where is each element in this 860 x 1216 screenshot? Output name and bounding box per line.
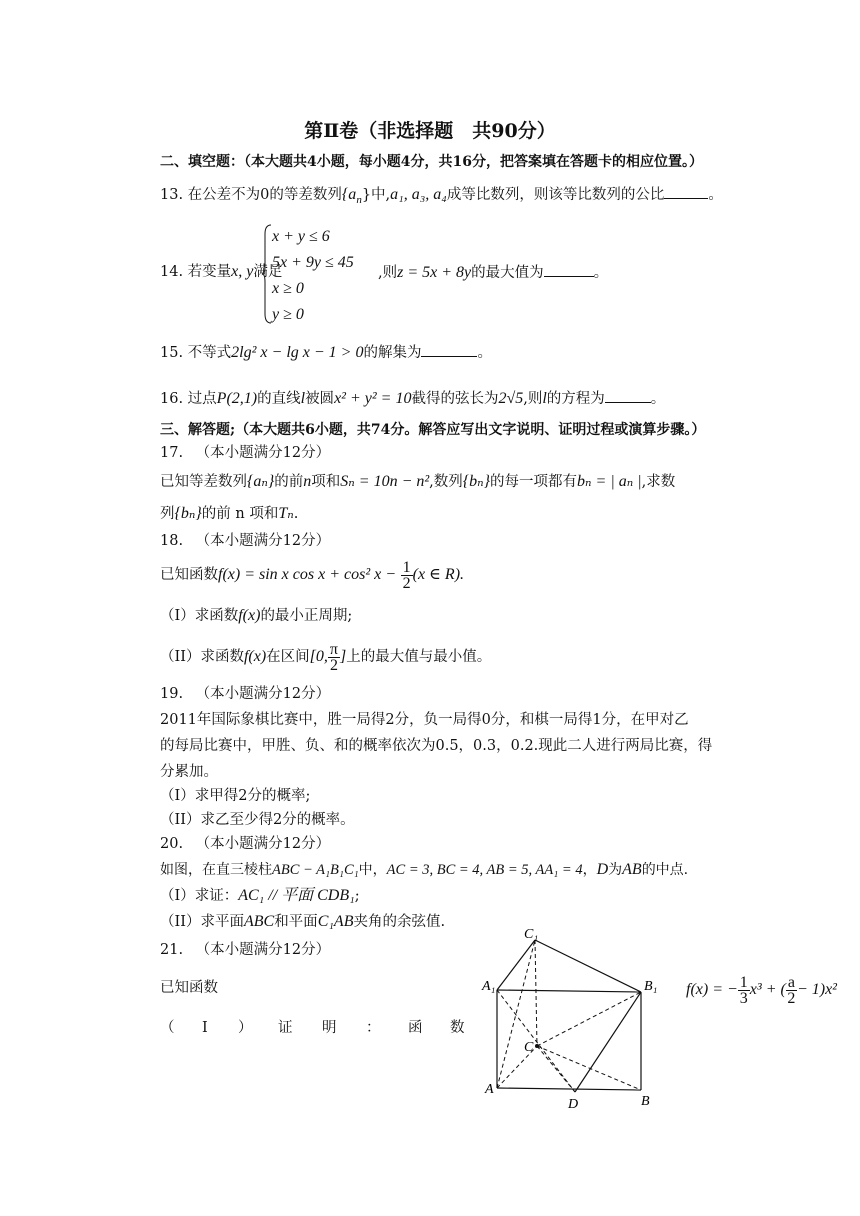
q18-fraction	[401, 560, 413, 591]
q17-text: 项和	[311, 474, 341, 490]
q16-text-d: 截得的弦长为	[411, 391, 499, 407]
q13-seq: {a	[341, 186, 357, 203]
question-17-header	[160, 443, 330, 463]
label-d: D	[568, 1097, 579, 1112]
q20-text: 如图，在直三棱柱	[160, 862, 272, 878]
q20-text: ;	[354, 888, 360, 904]
q20-D: D	[596, 861, 609, 878]
q14-z: z = 5x + 8y	[397, 264, 472, 281]
q17-text: .	[293, 506, 299, 522]
edge-cc1	[535, 940, 537, 1046]
q20-AB: AB	[622, 861, 642, 878]
q18-text: 已知函数	[160, 567, 218, 583]
q19-line: 分累加。	[160, 764, 218, 780]
q20-line1	[160, 860, 688, 880]
q13-end: 。	[708, 187, 723, 203]
score-note: （本小题满分12分）	[195, 533, 331, 549]
section-fill-blank-heading: 二、填空题：（本大题共4小题，每小题4分，共16分，把答案填在答题卡的相应位置。）	[160, 154, 703, 170]
q18-function: f(x) = sin x cos x + cos² x −	[218, 566, 397, 583]
q16-l: l	[300, 390, 306, 407]
q13-seq-close: }中,	[361, 187, 391, 203]
q17-seq-a: {aₙ}	[247, 473, 275, 490]
q21-char: 函	[408, 1020, 423, 1036]
page-title: 第Ⅱ卷（非选择题 共90分）	[304, 120, 556, 142]
q20-text: 中，	[358, 862, 387, 878]
q18-text: （II）求函数	[160, 649, 244, 665]
q18-text: 的最小正周期;	[260, 608, 353, 624]
question-16	[160, 388, 665, 409]
q21-char: （	[160, 1020, 175, 1036]
q21-third	[738, 975, 750, 1006]
q18-part2	[160, 640, 491, 674]
q13-terms: a₁, a₃, a₄	[390, 186, 447, 203]
q13-text-a: 在公差不为0的等差数列	[187, 187, 342, 203]
q14-text-b: 满足	[253, 264, 283, 280]
q17-n: n	[303, 473, 312, 490]
q18-text: （I）求函数	[160, 608, 239, 624]
constraint-system	[272, 224, 354, 328]
edge-c1b1	[535, 940, 641, 992]
q19-line: 2011年国际象棋比赛中，胜一局得2分，负一局得0分，和棋一局得1分，在甲对乙	[160, 712, 689, 728]
q14-objective	[378, 262, 608, 283]
q20-parallel: AC₁ // 平面 CDB₁	[238, 887, 355, 904]
q20-text: 和平面	[274, 914, 318, 930]
question-number: 15.	[160, 345, 184, 361]
label-c1: C₁	[524, 927, 539, 942]
q14-text-a: 若变量	[187, 264, 232, 280]
edge-ab	[497, 1088, 641, 1090]
q18-pi-fraction	[328, 642, 340, 673]
q21-f: x³ + (	[749, 981, 786, 998]
question-number: 17.	[160, 445, 184, 461]
prism-figure	[476, 922, 666, 1118]
q21-function	[686, 970, 837, 1010]
q19-line: （I）求甲得2分的概率;	[160, 788, 311, 804]
edge-a1c1	[497, 940, 535, 990]
q16-point: P(2,1)	[216, 390, 258, 407]
point-c	[535, 1044, 539, 1048]
edge-ac1	[497, 940, 535, 1088]
denominator: 3	[739, 989, 748, 1007]
q16-text-c: 被圆	[305, 391, 335, 407]
q18-text: 上的最大值与最小值。	[346, 649, 492, 665]
question-18-header	[160, 531, 330, 551]
question-number: 13.	[160, 187, 184, 203]
constraint-line: x ≥ 0	[272, 280, 304, 297]
constraint-line: 5x + 9y ≤ 45	[272, 254, 354, 271]
question-19-header	[160, 684, 330, 704]
q16-l2: l	[542, 390, 547, 407]
answer-blank	[544, 262, 594, 277]
q16-chord: 2√5	[498, 390, 524, 407]
score-note: （本小题满分12分）	[195, 836, 331, 852]
q20-text: ，	[582, 862, 597, 878]
score-note: （本小题满分12分）	[195, 445, 331, 461]
question-number: 18.	[160, 533, 184, 549]
label-a: A	[485, 1082, 494, 1097]
q15-inequality: 2lg² x − lg x − 1 > 0	[231, 344, 364, 361]
q19-line: （II）求乙至少得2分的概率。	[160, 812, 355, 828]
q16-end: 。	[650, 391, 666, 407]
answer-blank	[605, 388, 651, 403]
q17-text: 的每一项都有	[490, 474, 578, 490]
q21-char: ）	[238, 1020, 253, 1036]
q20-lengths: AC = 3, BC = 4, AB = 5, AA₁ = 4	[386, 862, 583, 878]
numerator: a	[787, 973, 795, 991]
question-20-header	[160, 834, 330, 854]
numerator: π	[329, 640, 338, 658]
q21-f: f(x) = −	[686, 981, 738, 998]
q20-part1	[160, 886, 360, 906]
denominator: 2	[787, 989, 796, 1007]
label-b1: B₁	[644, 979, 658, 994]
q17-text: 列	[160, 506, 175, 522]
q21-char: ：	[366, 1020, 381, 1036]
score-note: （本小题满分12分）	[195, 686, 331, 702]
q20-part2	[160, 912, 445, 932]
q14-vars: x, y	[231, 263, 254, 280]
q14-text-c: 的最大值为	[471, 265, 544, 281]
q17-line2	[160, 504, 298, 524]
q21-char: I	[202, 1020, 208, 1036]
numerator: 1	[739, 973, 748, 991]
q18-given	[160, 558, 464, 592]
q18-part1	[160, 606, 352, 626]
q17-abs: bₙ = | aₙ |	[577, 473, 642, 490]
denominator: 2	[402, 574, 411, 592]
q17-sum-formula: Sₙ = 10n − n²	[340, 473, 430, 490]
edge-a1b1	[497, 990, 641, 992]
answer-blank	[421, 342, 477, 357]
q18-domain: (x ∈ R).	[412, 566, 465, 583]
q21-given: 已知函数	[160, 980, 218, 996]
q20-text: 的中点.	[641, 862, 689, 878]
q15-text-a: 不等式	[187, 345, 232, 361]
edge-cb1	[537, 992, 641, 1046]
question-21-header	[160, 940, 330, 960]
constraint-line: y ≥ 0	[272, 306, 304, 323]
q18-fx: f(x)	[238, 607, 261, 624]
q17-text: ,数列	[429, 474, 463, 490]
q16-text-b: 的直线	[257, 391, 301, 407]
edge-cb	[537, 1046, 641, 1090]
q19-line: 的每局比赛中，甲胜、负、和的概率依次为0.5，0.3，0.2.现此二人进行两局比赛，得	[160, 738, 713, 754]
q20-plane: ABC	[243, 913, 275, 930]
question-number: 20.	[160, 836, 184, 852]
q21-f: − 1)x²	[796, 981, 837, 998]
q14-end: 。	[593, 265, 609, 281]
q17-text: 已知等差数列	[160, 474, 247, 490]
question-13	[160, 184, 723, 210]
q20-text: （II）求平面	[160, 914, 244, 930]
q18-text: 在区间	[266, 649, 310, 665]
question-15	[160, 342, 492, 363]
q17-line1	[160, 472, 675, 492]
label-a1: A₁	[482, 979, 496, 994]
q17-seq-b: {bₙ}	[174, 505, 202, 522]
denominator: 2	[329, 656, 338, 674]
q21-char: 数	[450, 1020, 465, 1036]
label-c: C	[524, 1040, 534, 1055]
q20-plane: C₁AB	[317, 913, 354, 930]
q13-text-b: 成等比数列，则该等比数列的公比	[446, 187, 665, 203]
q16-text-f: 的方程为	[546, 391, 605, 407]
edge-db1	[575, 992, 641, 1092]
question-number: 21.	[160, 942, 184, 958]
q15-text-b: 的解集为	[363, 345, 422, 361]
q20-text: 为	[608, 862, 623, 878]
answer-blank	[664, 184, 708, 199]
q13-seq-sub: n	[356, 193, 362, 206]
q15-end: 。	[477, 345, 492, 361]
question-number: 16.	[160, 391, 184, 407]
constraint-line: x + y ≤ 6	[272, 228, 330, 245]
question-number: 19.	[160, 686, 184, 702]
q21-char: 明	[322, 1020, 337, 1036]
q17-text: 的前	[274, 474, 304, 490]
numerator: 1	[402, 558, 411, 576]
score-note: （本小题满分12分）	[195, 942, 331, 958]
q17-seq-b: {bₙ}	[462, 473, 491, 490]
q16-text-e: ,则	[523, 391, 543, 407]
system-brace	[262, 224, 272, 324]
q18-interval: [0,	[309, 648, 328, 665]
q21-a-half	[786, 975, 797, 1006]
label-b: B	[641, 1094, 650, 1109]
q21-char: 证	[278, 1020, 293, 1036]
q16-text-a: 过点	[187, 391, 217, 407]
q20-prism: ABC − A₁B₁C₁	[272, 862, 359, 878]
q17-T: Tₙ	[278, 505, 294, 522]
section-solution-heading: 三、解答题;（本大题共6小题，共74分。解答应写出文字说明、证明过程或演算步骤。）	[160, 422, 706, 438]
q20-text: 夹角的余弦值.	[353, 914, 446, 930]
question-number: 14.	[160, 264, 184, 280]
q18-fx: f(x)	[243, 648, 267, 665]
q20-text: （I）求证：	[160, 888, 239, 904]
q18-interval: ]	[339, 648, 347, 665]
q14-then: ,则	[378, 265, 398, 281]
q16-circle: x² + y² = 10	[334, 390, 412, 407]
q17-text: ,求数	[641, 474, 676, 490]
q17-text: 的前 n 项和	[201, 506, 279, 522]
